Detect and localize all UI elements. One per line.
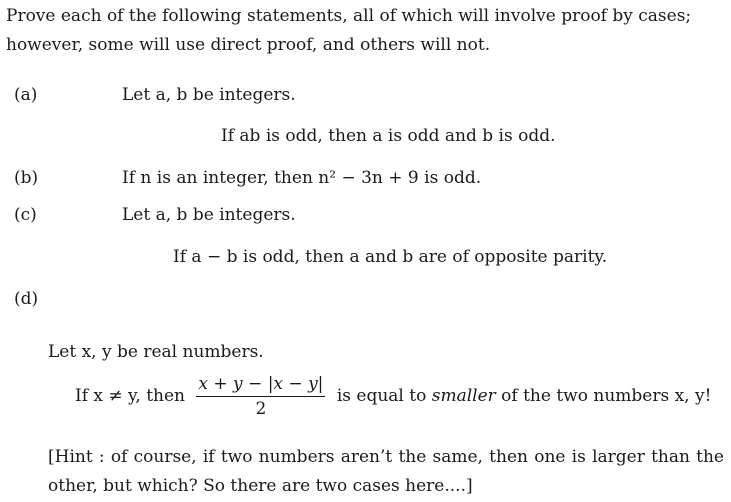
item-label-c: (c) [14, 205, 37, 225]
item-d-suffix-post: of the two numbers x, y! [501, 386, 712, 406]
intro-paragraph: Prove each of the following statements, all of which will involve proof by cases; however, some will use direct proof, and others will not. [6, 6, 692, 55]
item-d-line1: Let x, y be real numbers. [48, 342, 264, 362]
fraction [196, 374, 325, 419]
fraction-denominator: 2 [255, 399, 267, 419]
hint-paragraph: [Hint : of course, if two numbers aren’t the same, then one is larger than the other, but which? So there are two cases here....] [48, 447, 724, 496]
item-d-statement [75, 372, 711, 420]
item-label-b: (b) [14, 168, 39, 188]
fraction-numerator: x + y − |x − y| [196, 374, 325, 397]
item-a-statement: If ab is odd, then a is odd and b is odd. [221, 126, 556, 146]
item-d-suffix-pre: is equal to [336, 386, 427, 406]
item-label-a: (a) [14, 85, 38, 105]
item-c-line1: Let a, b be integers. [122, 205, 296, 225]
item-d-prefix: If x ≠ y, then [75, 386, 185, 406]
item-c-statement: If a − b is odd, then a and b are of opposite parity. [173, 247, 608, 267]
item-d-emphasis: smaller [431, 386, 496, 406]
item-b-statement: If n is an integer, then n² − 3n + 9 is odd. [122, 168, 482, 188]
item-label-d: (d) [14, 289, 39, 309]
item-a-line1: Let a, b be integers. [122, 85, 296, 105]
